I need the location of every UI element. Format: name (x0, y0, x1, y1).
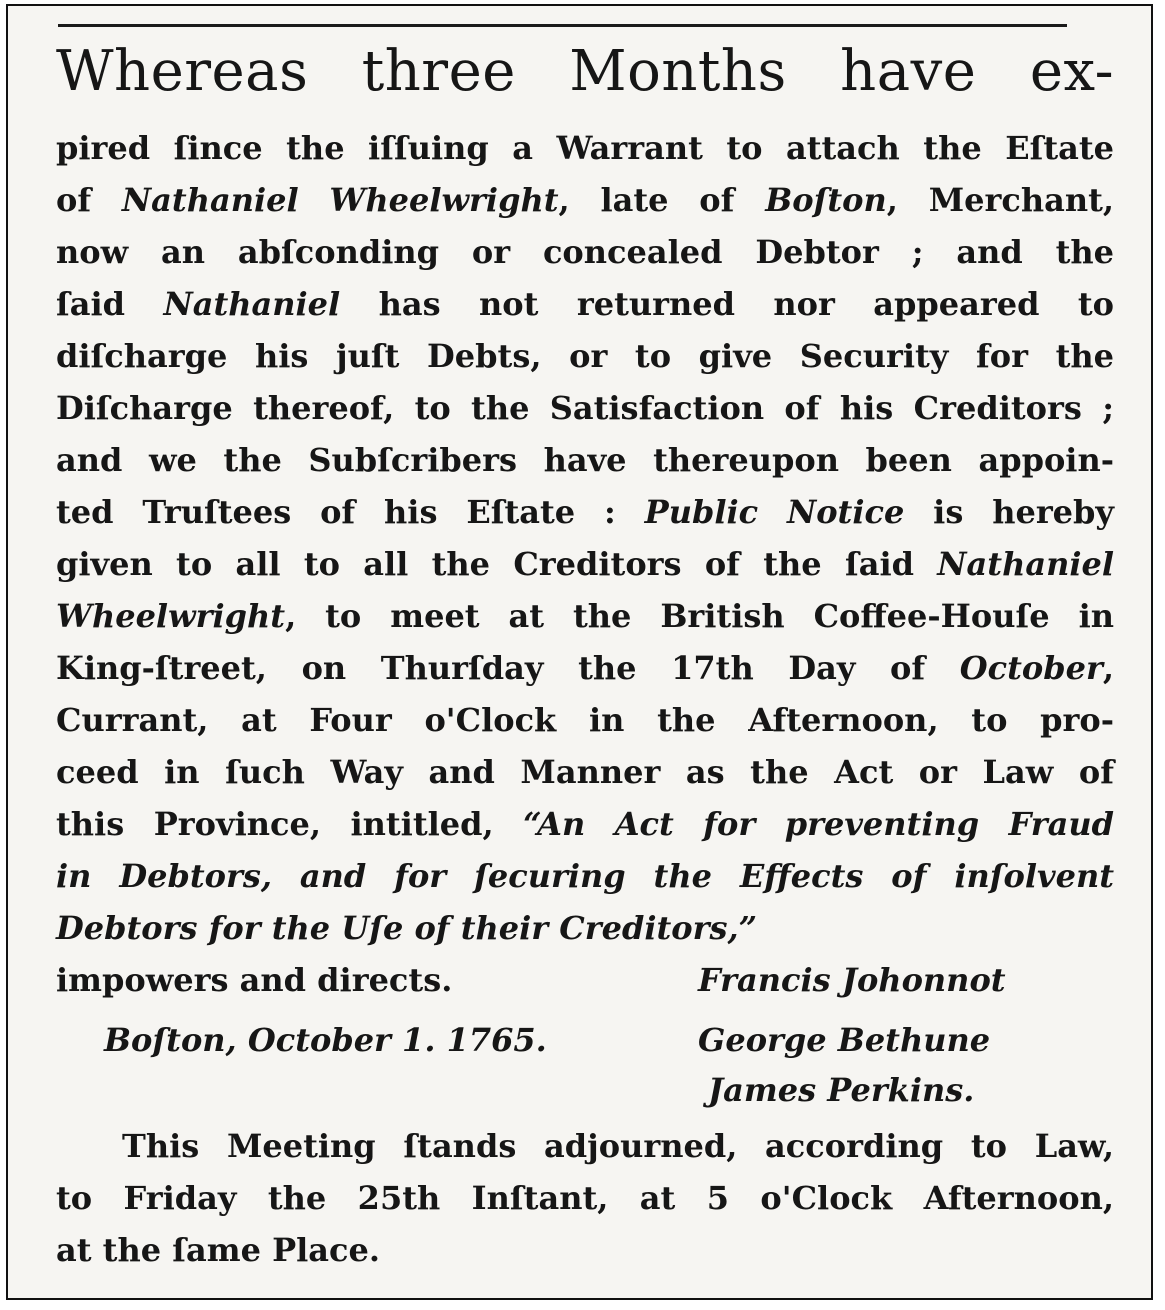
postscript-line: to Friday the 25th Inſtant, at 5 o'Clock Afternoon, (56, 1179, 1114, 1217)
italic-text: “An Act for preventing Fraud (523, 805, 1115, 843)
italic-text: Nathaniel Wheelwright (121, 181, 559, 219)
notice-line: ted Truſtees of his Eſtate : Public Notice is hereby (56, 493, 1115, 531)
notice-line: pired ſince the iſſuing a Warrant to attach the Eſtate (56, 129, 1114, 167)
notice-line: ſaid Nathaniel has not returned nor appeared to (56, 285, 1115, 323)
notice-line: of Nathaniel Wheelwright, late of Boſton, Merchant, (56, 181, 1115, 219)
signatory-name: Francis Johonnot (698, 961, 1006, 999)
signatory-name: George Bethune (698, 1021, 991, 1059)
italic-text: Debtors for the Uſe of their Creditors,” (56, 909, 758, 947)
notice-line: this Province, intitled, “An Act for preventing Fraud (56, 805, 1115, 843)
notice-line: impowers and directs. (56, 961, 453, 999)
column-rule (58, 24, 1067, 27)
signatory-name: James Perkins. (708, 1071, 975, 1109)
postscript-line: This Meeting ſtands adjourned, according to Law, (122, 1127, 1114, 1165)
notice-line: now an abſconding or concealed Debtor ; and the (56, 233, 1114, 271)
notice-line (56, 856, 1114, 896)
italic-text: October (959, 649, 1103, 687)
postscript-line: at the ſame Place. (56, 1231, 380, 1269)
italic-text: Nathaniel (937, 545, 1114, 583)
notice-line: Diſcharge thereof, to the Satisfaction of his Creditors ; (56, 389, 1114, 427)
newspaper-notice (6, 4, 1153, 1300)
notice-heading: Whereas three Months have ex- (56, 39, 1114, 104)
notice-line: King-ſtreet, on Thurſday the 17th Day of October, (56, 649, 1114, 687)
italic-text: Boſton (765, 181, 887, 219)
notice-line: and we the Subſcribers have thereupon been appoin- (56, 441, 1114, 479)
notice-line: ceed in ſuch Way and Manner as the Act or Law of (56, 753, 1114, 791)
notice-line: diſcharge his juſt Debts, or to give Security for the (56, 337, 1114, 375)
notice-line: given to all to all the Creditors of the ſaid Nathaniel (56, 545, 1114, 583)
italic-text: Public Notice (644, 493, 905, 531)
italic-text: Wheelwright (56, 597, 286, 635)
notice-line: Currant, at Four o'Clock in the Afternoon, to pro- (56, 701, 1114, 739)
italic-text: Nathaniel (163, 285, 341, 323)
notice-line (56, 908, 1114, 948)
dateline: Boſton, October 1. 1765. (104, 1021, 547, 1059)
notice-line: Wheelwright, to meet at the British Coffee-Houſe in (56, 597, 1114, 635)
italic-text: in Debtors, and for ſecuring the Effects of inſolvent (56, 857, 1114, 895)
